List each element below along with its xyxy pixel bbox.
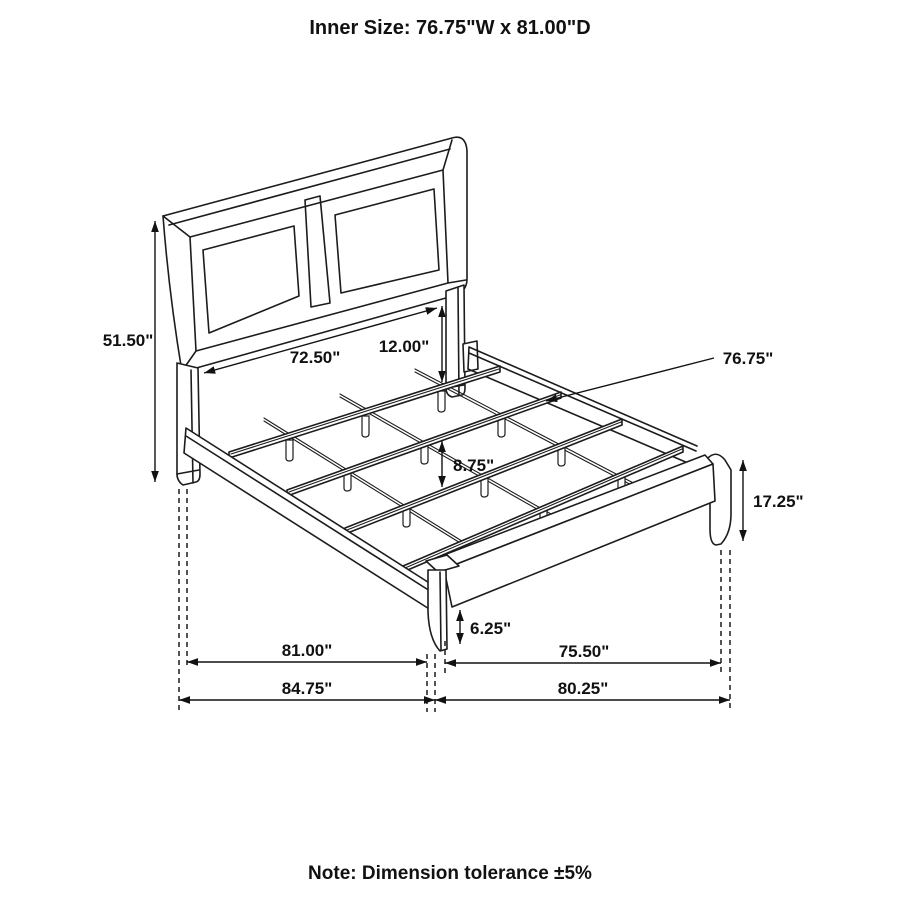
- page-title: Inner Size: 76.75"W x 81.00"D: [309, 17, 591, 39]
- dim-footboard-inner-span: 75.50": [558, 642, 610, 661]
- dim-footboard-height: 17.25": [753, 492, 804, 511]
- dim-slat-gap: 8.75": [453, 456, 495, 475]
- headboard-left-leg: [177, 363, 200, 485]
- dim-inner-width: 72.50": [289, 348, 341, 367]
- tolerance-note: Note: Dimension tolerance ±5%: [308, 863, 592, 884]
- headboard: [163, 137, 478, 485]
- dim-slat-width: 76.75": [722, 349, 774, 368]
- dim-inner-depth: 81.00": [281, 641, 333, 660]
- dim-rail-outer-span: 80.25": [557, 679, 609, 698]
- leader-slat-width: [546, 358, 714, 401]
- dim-overall-depth: 84.75": [281, 679, 333, 698]
- dim-headboard-height: 51.50": [102, 331, 154, 350]
- dim-headboard-drop: 12.00": [378, 337, 430, 356]
- rear-side-rail: [468, 347, 697, 466]
- dim-footboard-clearance: 6.25": [470, 619, 512, 638]
